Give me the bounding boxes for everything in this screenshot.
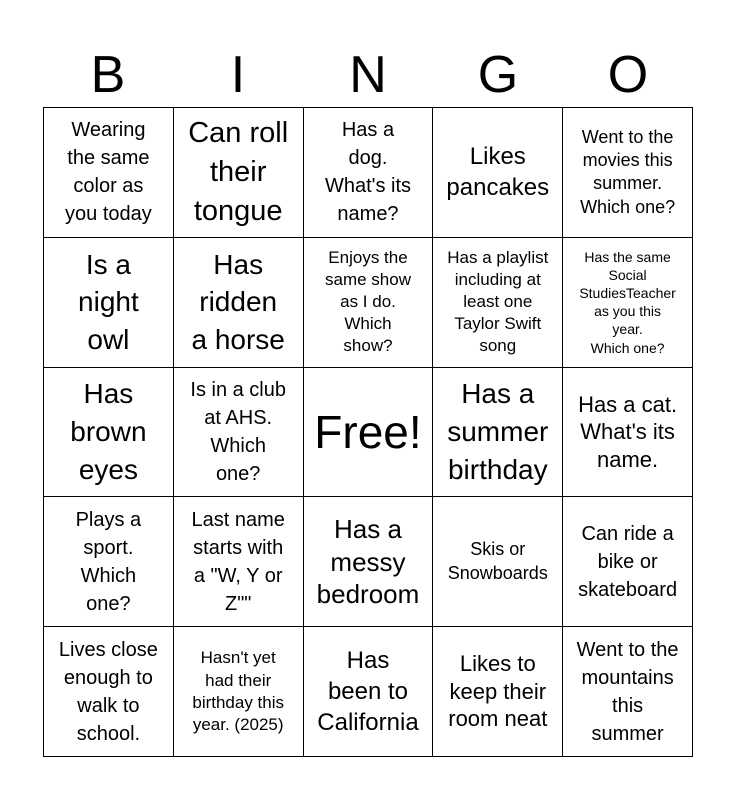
- bingo-cell[interactable]: Has a playlist including at least one Taylor Swift song: [433, 238, 563, 368]
- bingo-cell[interactable]: Wearing the same color as you today: [44, 108, 174, 238]
- bingo-cell[interactable]: Likes pancakes: [433, 108, 563, 238]
- bingo-cell[interactable]: Has been to California: [304, 627, 434, 757]
- header-letter-g: G: [477, 46, 519, 104]
- bingo-cell[interactable]: Plays a sport. Which one?: [44, 497, 174, 627]
- bingo-cell[interactable]: Is in a club at AHS. Which one?: [174, 368, 304, 498]
- bingo-cell[interactable]: Has the same Social StudiesTeacher as you this year. Which one?: [563, 238, 693, 368]
- bingo-cell[interactable]: Is a night owl: [44, 238, 174, 368]
- bingo-cell[interactable]: Went to the mountains this summer: [563, 627, 693, 757]
- bingo-header: [43, 44, 693, 106]
- bingo-cell[interactable]: Skis or Snowboards: [433, 497, 563, 627]
- bingo-cell[interactable]: Hasn't yet had their birthday this year. (2025): [174, 627, 304, 757]
- bingo-cell[interactable]: Went to the movies this summer. Which one?: [563, 108, 693, 238]
- free-space[interactable]: Free!: [304, 368, 434, 498]
- bingo-cell[interactable]: Has a summer birthday: [433, 368, 563, 498]
- bingo-cell[interactable]: Has a dog. What's its name?: [304, 108, 434, 238]
- bingo-cell[interactable]: Has brown eyes: [44, 368, 174, 498]
- bingo-cell[interactable]: Last name starts with a "W, Y or Z"": [174, 497, 304, 627]
- bingo-cell[interactable]: Has a messy bedroom: [304, 497, 434, 627]
- bingo-cell[interactable]: Lives close enough to walk to school.: [44, 627, 174, 757]
- header-letter-o: O: [607, 46, 649, 104]
- bingo-cell[interactable]: Enjoys the same show as I do. Which show?: [304, 238, 434, 368]
- bingo-cell[interactable]: Likes to keep their room neat: [433, 627, 563, 757]
- bingo-cell[interactable]: Can ride a bike or skateboard: [563, 497, 693, 627]
- bingo-cell[interactable]: Can roll their tongue: [174, 108, 304, 238]
- bingo-board: [43, 107, 693, 757]
- header-letter-i: I: [230, 46, 246, 104]
- bingo-cell[interactable]: Has a cat. What's its name.: [563, 368, 693, 498]
- bingo-cell[interactable]: Has ridden a horse: [174, 238, 304, 368]
- header-letter-b: B: [90, 46, 126, 104]
- header-letter-n: N: [349, 46, 387, 104]
